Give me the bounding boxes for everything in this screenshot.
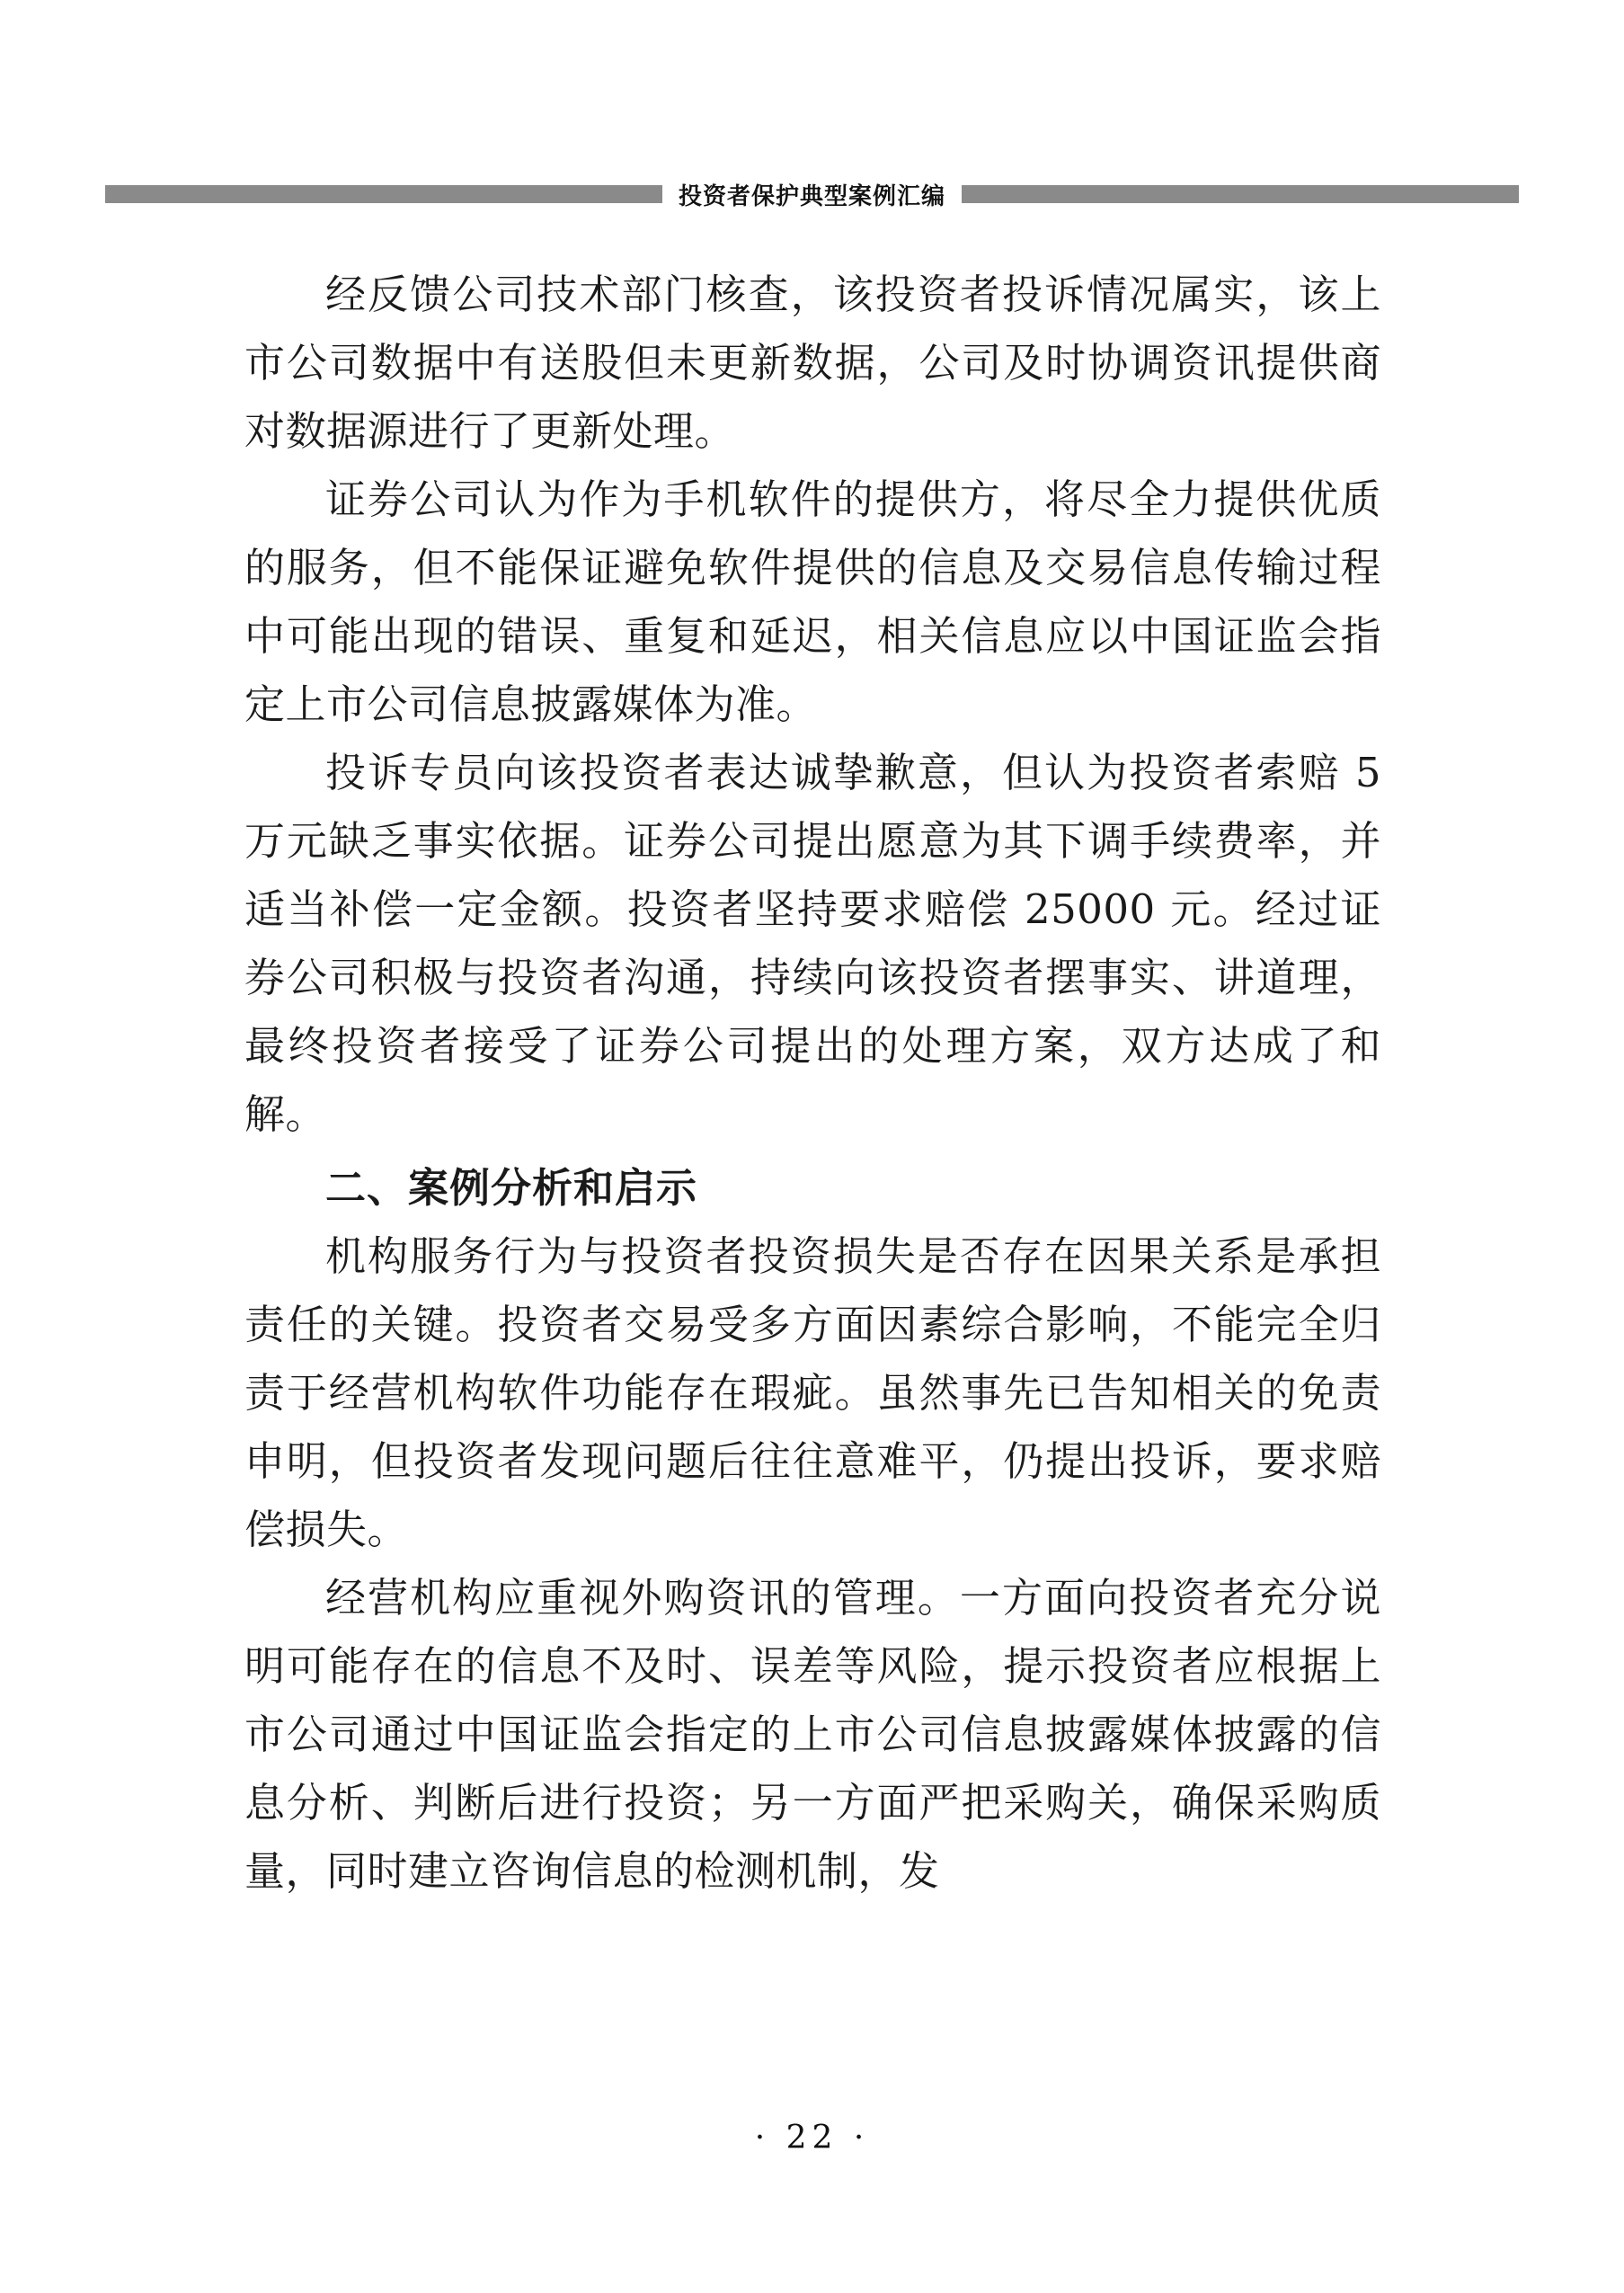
page-header bbox=[0, 176, 1624, 212]
header-title: 投资者保护典型案例汇编 bbox=[678, 182, 945, 210]
paragraph: 经反馈公司技术部门核查，该投资者投诉情况属实，该上市公司数据中有送股但未更新数据，公司及时协调资讯提供商对数据源进行了更新处理。 bbox=[244, 271, 1381, 455]
page-footer bbox=[0, 2120, 1624, 2156]
section-heading: 二、案例分析和启示 bbox=[325, 1164, 698, 1212]
paragraph: 机构服务行为与投资者投资损失是否存在因果关系是承担责任的关键。投资者交易受多方面因素综合影响，不能完全归责于经营机构软件功能存在瑕疵。虽然事先已告知相关的免责申明，但投资者发现问题后往往意难平，仍提出投诉，要求赔偿损失。 bbox=[244, 1232, 1381, 1553]
page-number: · 22 · bbox=[754, 2120, 870, 2156]
paragraph: 经营机构应重视外购资讯的管理。一方面向投资者充分说明可能存在的信息不及时、误差等风险，提示投资者应根据上市公司通过中国证监会指定的上市公司信息披露媒体披露的信息分析、判断后进行投资；另一方面严把采购关，确保采购质量，同时建立咨询信息的检测机制，发 bbox=[244, 1574, 1381, 1895]
header-rule-left bbox=[105, 185, 662, 203]
header-rule-right bbox=[962, 185, 1519, 203]
paragraph: 投诉专员向该投资者表达诚挚歉意，但认为投资者索赔 5 万元缺乏事实依据。证券公司提出愿意为其下调手续费率，并适当补偿一定金额。投资者坚持要求赔偿 25000 元。经过证券公司积极与投资者沟通，持续向该投资者摆事实、讲道理，最终投资者接受了证券公司提出的处理方案，双方达成了和解。 bbox=[244, 749, 1381, 1138]
page-body bbox=[244, 261, 1381, 1906]
paragraph: 证券公司认为作为手机软件的提供方，将尽全力提供优质的服务，但不能保证避免软件提供的信息及交易信息传输过程中可能出现的错误、重复和延迟，相关信息应以中国证监会指定上市公司信息披露媒体为准。 bbox=[244, 475, 1381, 728]
